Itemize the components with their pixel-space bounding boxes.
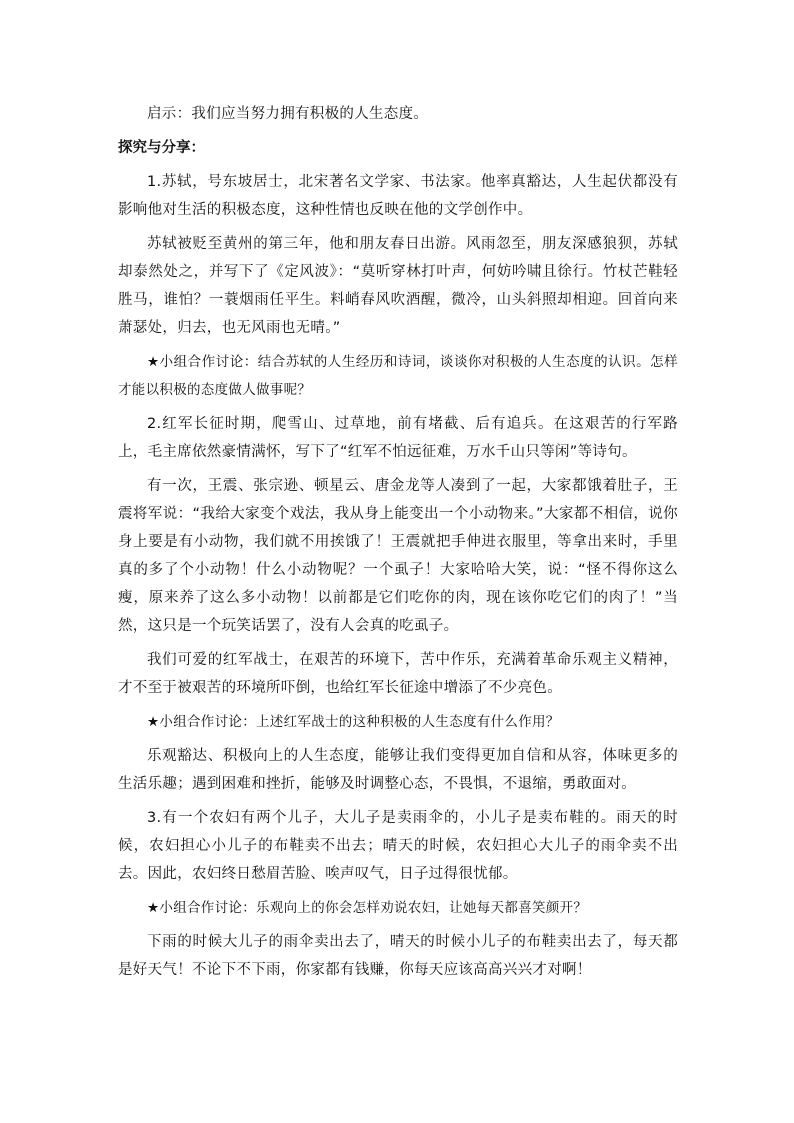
paragraph-red-army-spirit: 我们可爱的红军战士，在艰苦的环境下，苦中作乐，充满着革命乐观主义精神，才不至于被艰苦的环境所吓倒，也给红军长征途中增添了不少亮色。 [118, 652, 678, 696]
section-heading: 探究与分享： [118, 140, 205, 156]
paragraph-farm-woman-answer: 下雨的时候大儿子的雨伞卖出去了，晴天的时候小儿子的布鞋卖出去了，每天都是好天气！不论下不下雨，你家都有钱赚，你每天应该高高兴兴才对啊！ [118, 934, 678, 978]
paragraph-su-shi-intro: 1.苏轼，号东坡居士，北宋著名文学家、书法家。他率真豁达，人生起伏都没有影响他对生活的积极态度，这种性情也反映在他的文学创作中。 [118, 174, 678, 218]
paragraph-wang-zhen-story: 有一次，王震、张宗逊、顿星云、唐金龙等人凑到了一起，大家都饿着肚子，王震将军说：“我给大家变个戏法，我从身上能变出一个小动物来。”大家都不相信，说你身上要是有小动物，我们就不用挨饿了！王震就把手伸进衣服里，等拿出来时，手里真的多了个小动物！什么小动物呢？一个虱子！大家哈哈大笑，说：“怪不得你这么瘦，原来养了这么多小动物！以前都是它们吃你的肉，现在该你吃它们的肉了！”当然，这只是一个玩笑话罢了，没有人会真的吃虱子。 [118, 478, 678, 634]
paragraph-farm-woman: 3.有一个农妇有两个儿子，大儿子是卖雨伞的，小儿子是卖布鞋的。雨天的时候，农妇担心小儿子的布鞋卖不出去；晴天的时候，农妇担心大儿子的雨伞卖不出去。因此，农妇终日愁眉苦脸、唉声叹气，日子过得很忧郁。 [118, 810, 678, 882]
paragraph-optimism-answer: 乐观豁达、积极向上的人生态度，能够让我们变得更加自信和从容，体味更多的生活乐趣；遇到困难和挫折，能够及时调整心态，不畏惧，不退缩，勇敢面对。 [118, 748, 678, 792]
discussion-prompt-1: ★小组合作讨论：结合苏轼的人生经历和诗词，谈谈你对积极的人生态度的认识。怎样才能以积极的态度做人做事呢？ [118, 354, 678, 398]
paragraph-ding-feng-bo: 苏轼被贬至黄州的第三年，他和朋友春日出游。风雨忽至，朋友深感狼狈，苏轼却泰然处之，并写下了《定风波》：“莫听穿林打叶声，何妨吟啸且徐行。竹杖芒鞋轻胜马，谁怕？一蓑烟雨任平生。料峭春风吹酒醒，微冷，山头斜照却相迎。回首向来萧瑟处，归去，也无风雨也无晴。” [118, 236, 678, 336]
document-page [118, 100, 678, 990]
inspiration-line: 启示：我们应当努力拥有积极的人生态度。 [147, 106, 429, 122]
paragraph-long-march: 2.红军长征时期，爬雪山、过草地，前有堵截、后有追兵。在这艰苦的行军路上，毛主席依然豪情满怀，写下了“红军不怕远征难，万水千山只等闲”等诗句。 [118, 416, 678, 460]
discussion-prompt-2: ★小组合作讨论：上述红军战士的这种积极的人生态度有什么作用？ [147, 714, 560, 730]
discussion-prompt-3: ★小组合作讨论：乐观向上的你会怎样劝说农妇，让她每天都喜笑颜开？ [147, 900, 588, 916]
